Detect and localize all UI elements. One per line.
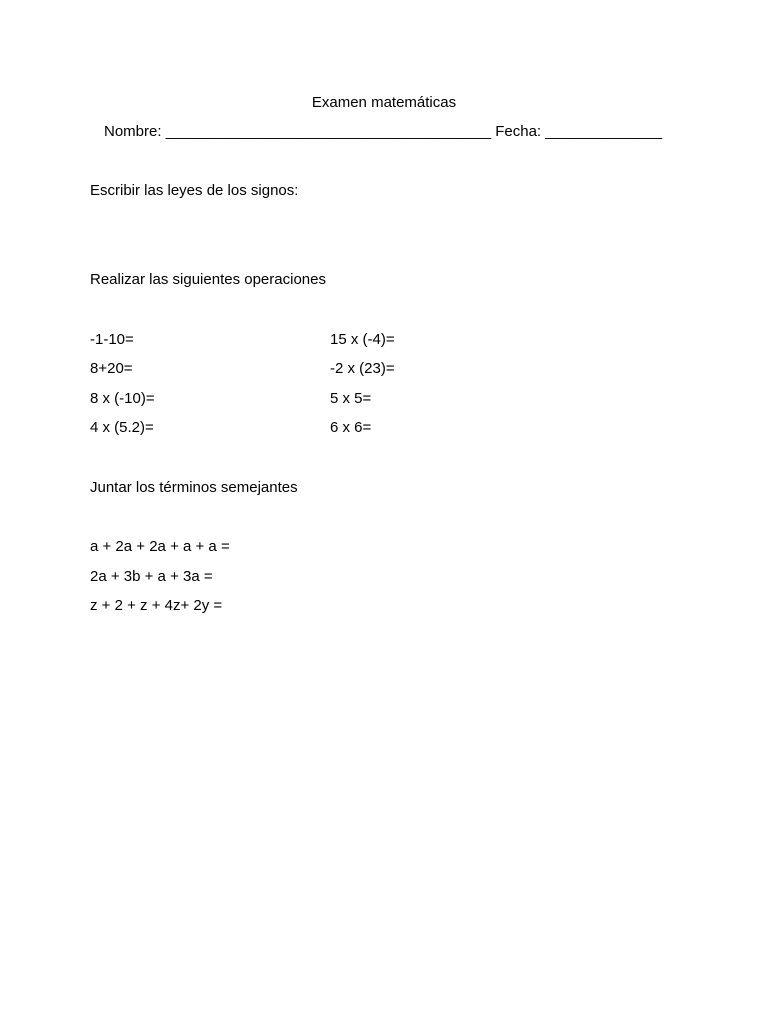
operation-right-3: 5 x 5= — [330, 390, 372, 407]
operation-left-2: 8+20= — [90, 360, 133, 377]
operation-left-3: 8 x (-10)= — [90, 390, 155, 407]
date-label: Fecha: — [495, 123, 542, 140]
terms-item-3: z + 2 + z + 4z+ 2y = — [90, 597, 223, 614]
name-label: Nombre: — [104, 123, 162, 140]
operation-left-4: 4 x (5.2)= — [90, 419, 154, 436]
date-blank: ______________ — [545, 123, 663, 140]
operation-right-4: 6 x 6= — [330, 419, 372, 436]
section-terms-heading: Juntar los términos semejantes — [90, 479, 298, 496]
operation-left-1: -1-10= — [90, 331, 134, 348]
operation-right-2: -2 x (23)= — [330, 360, 395, 377]
name-date-row — [104, 124, 662, 139]
section-signs-heading: Escribir las leyes de los signos: — [90, 182, 299, 199]
terms-item-1: a + 2a + 2a + a + a = — [90, 538, 230, 555]
name-blank: _______________________________________ — [165, 123, 492, 140]
terms-item-2: 2a + 3b + a + 3a = — [90, 568, 213, 585]
operation-right-1: 15 x (-4)= — [330, 331, 395, 348]
section-operations-heading: Realizar las siguientes operaciones — [90, 271, 326, 288]
exam-title: Examen matemáticas — [311, 94, 457, 111]
